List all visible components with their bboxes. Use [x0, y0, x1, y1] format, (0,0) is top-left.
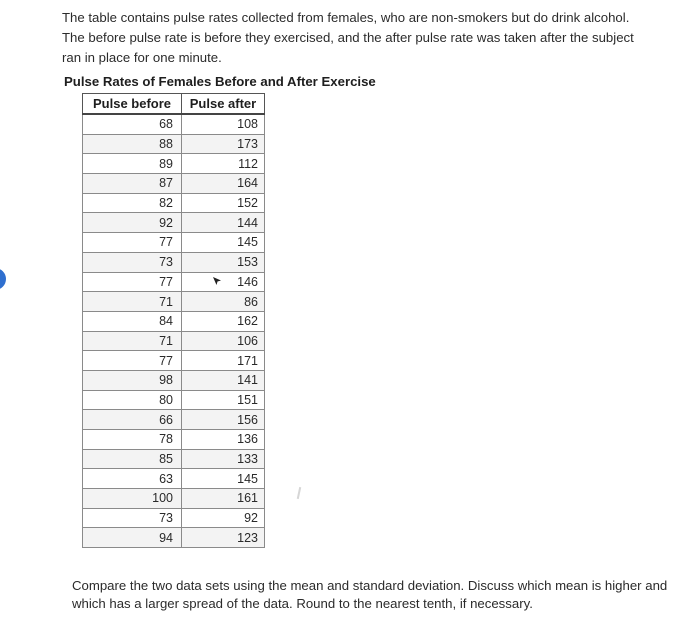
cell-pulse-after: 145 — [182, 469, 265, 489]
cell-pulse-before: 73 — [83, 252, 182, 272]
cell-pulse-before: 78 — [83, 430, 182, 450]
cell-pulse-before: 77 — [83, 272, 182, 292]
header-pulse-after: Pulse after — [182, 94, 265, 115]
cell-pulse-after: 92 — [182, 508, 265, 528]
cell-pulse-after: 161 — [182, 489, 265, 509]
intro-paragraph: The table contains pulse rates collected from females, who are non-smokers but do drink alcohol. The before pulse rate is before they exercised, and the after pulse rate was taken after the subject ran in place for one minute. — [62, 10, 634, 65]
cell-pulse-before: 84 — [83, 311, 182, 331]
cell-pulse-before: 73 — [83, 508, 182, 528]
cell-pulse-after: 123 — [182, 528, 265, 548]
table-row — [83, 508, 265, 528]
cell-pulse-after: 146 — [182, 272, 265, 292]
cell-pulse-before: 77 — [83, 233, 182, 253]
table-row — [83, 134, 265, 154]
table-row — [83, 213, 265, 233]
cell-pulse-after: 152 — [182, 193, 265, 213]
cell-pulse-after: 106 — [182, 331, 265, 351]
cell-pulse-before: 88 — [83, 134, 182, 154]
cell-pulse-after: 156 — [182, 410, 265, 430]
cell-pulse-before: 71 — [83, 292, 182, 312]
table-body — [83, 114, 265, 548]
pulse-rates-table — [82, 93, 265, 548]
cell-pulse-before: 92 — [83, 213, 182, 233]
cell-pulse-after: 108 — [182, 114, 265, 134]
cell-pulse-after: 162 — [182, 311, 265, 331]
table-row — [83, 449, 265, 469]
table-row — [83, 174, 265, 194]
cell-pulse-before: 94 — [83, 528, 182, 548]
left-edge-indicator — [0, 268, 6, 290]
cell-pulse-after: 112 — [182, 154, 265, 174]
table-row — [83, 252, 265, 272]
cell-pulse-before: 80 — [83, 390, 182, 410]
header-pulse-before: Pulse before — [83, 94, 182, 115]
cell-pulse-after: 141 — [182, 370, 265, 390]
cell-pulse-before: 89 — [83, 154, 182, 174]
table-row — [83, 351, 265, 371]
table-row — [83, 114, 265, 134]
table-row — [83, 311, 265, 331]
cell-pulse-before: 63 — [83, 469, 182, 489]
table-row — [83, 410, 265, 430]
cell-pulse-before: 85 — [83, 449, 182, 469]
table-row — [83, 292, 265, 312]
cell-pulse-before: 82 — [83, 193, 182, 213]
table-row — [83, 331, 265, 351]
stray-mark — [297, 487, 301, 499]
cell-pulse-after: 153 — [182, 252, 265, 272]
cell-pulse-before: 100 — [83, 489, 182, 509]
cell-pulse-before: 71 — [83, 331, 182, 351]
table-row — [83, 272, 265, 292]
cell-pulse-after: 171 — [182, 351, 265, 371]
table-row — [83, 390, 265, 410]
cell-pulse-after: 86 — [182, 292, 265, 312]
table-row — [83, 370, 265, 390]
cell-pulse-after: 144 — [182, 213, 265, 233]
table-row — [83, 489, 265, 509]
mouse-pointer-icon — [212, 276, 222, 286]
table-row — [83, 193, 265, 213]
cell-pulse-after: 145 — [182, 233, 265, 253]
cell-pulse-after: 173 — [182, 134, 265, 154]
table-row — [83, 430, 265, 450]
table-header-row — [83, 94, 265, 115]
cell-pulse-after: 136 — [182, 430, 265, 450]
cell-pulse-after: 133 — [182, 449, 265, 469]
table-title: Pulse Rates of Females Before and After Exercise — [64, 74, 376, 89]
cell-pulse-after: 164 — [182, 174, 265, 194]
cell-pulse-before: 77 — [83, 351, 182, 371]
table-row — [83, 469, 265, 489]
cell-pulse-after: 151 — [182, 390, 265, 410]
table-row — [83, 154, 265, 174]
cell-pulse-before: 66 — [83, 410, 182, 430]
cell-pulse-before: 98 — [83, 370, 182, 390]
question-text: Compare the two data sets using the mean and standard deviation. Discuss which mean is higher and which has a larger spread of the data. Round to the nearest tenth, if necessary. — [72, 578, 668, 611]
cell-pulse-before: 87 — [83, 174, 182, 194]
cell-pulse-before: 68 — [83, 114, 182, 134]
table-row — [83, 528, 265, 548]
table-row — [83, 233, 265, 253]
